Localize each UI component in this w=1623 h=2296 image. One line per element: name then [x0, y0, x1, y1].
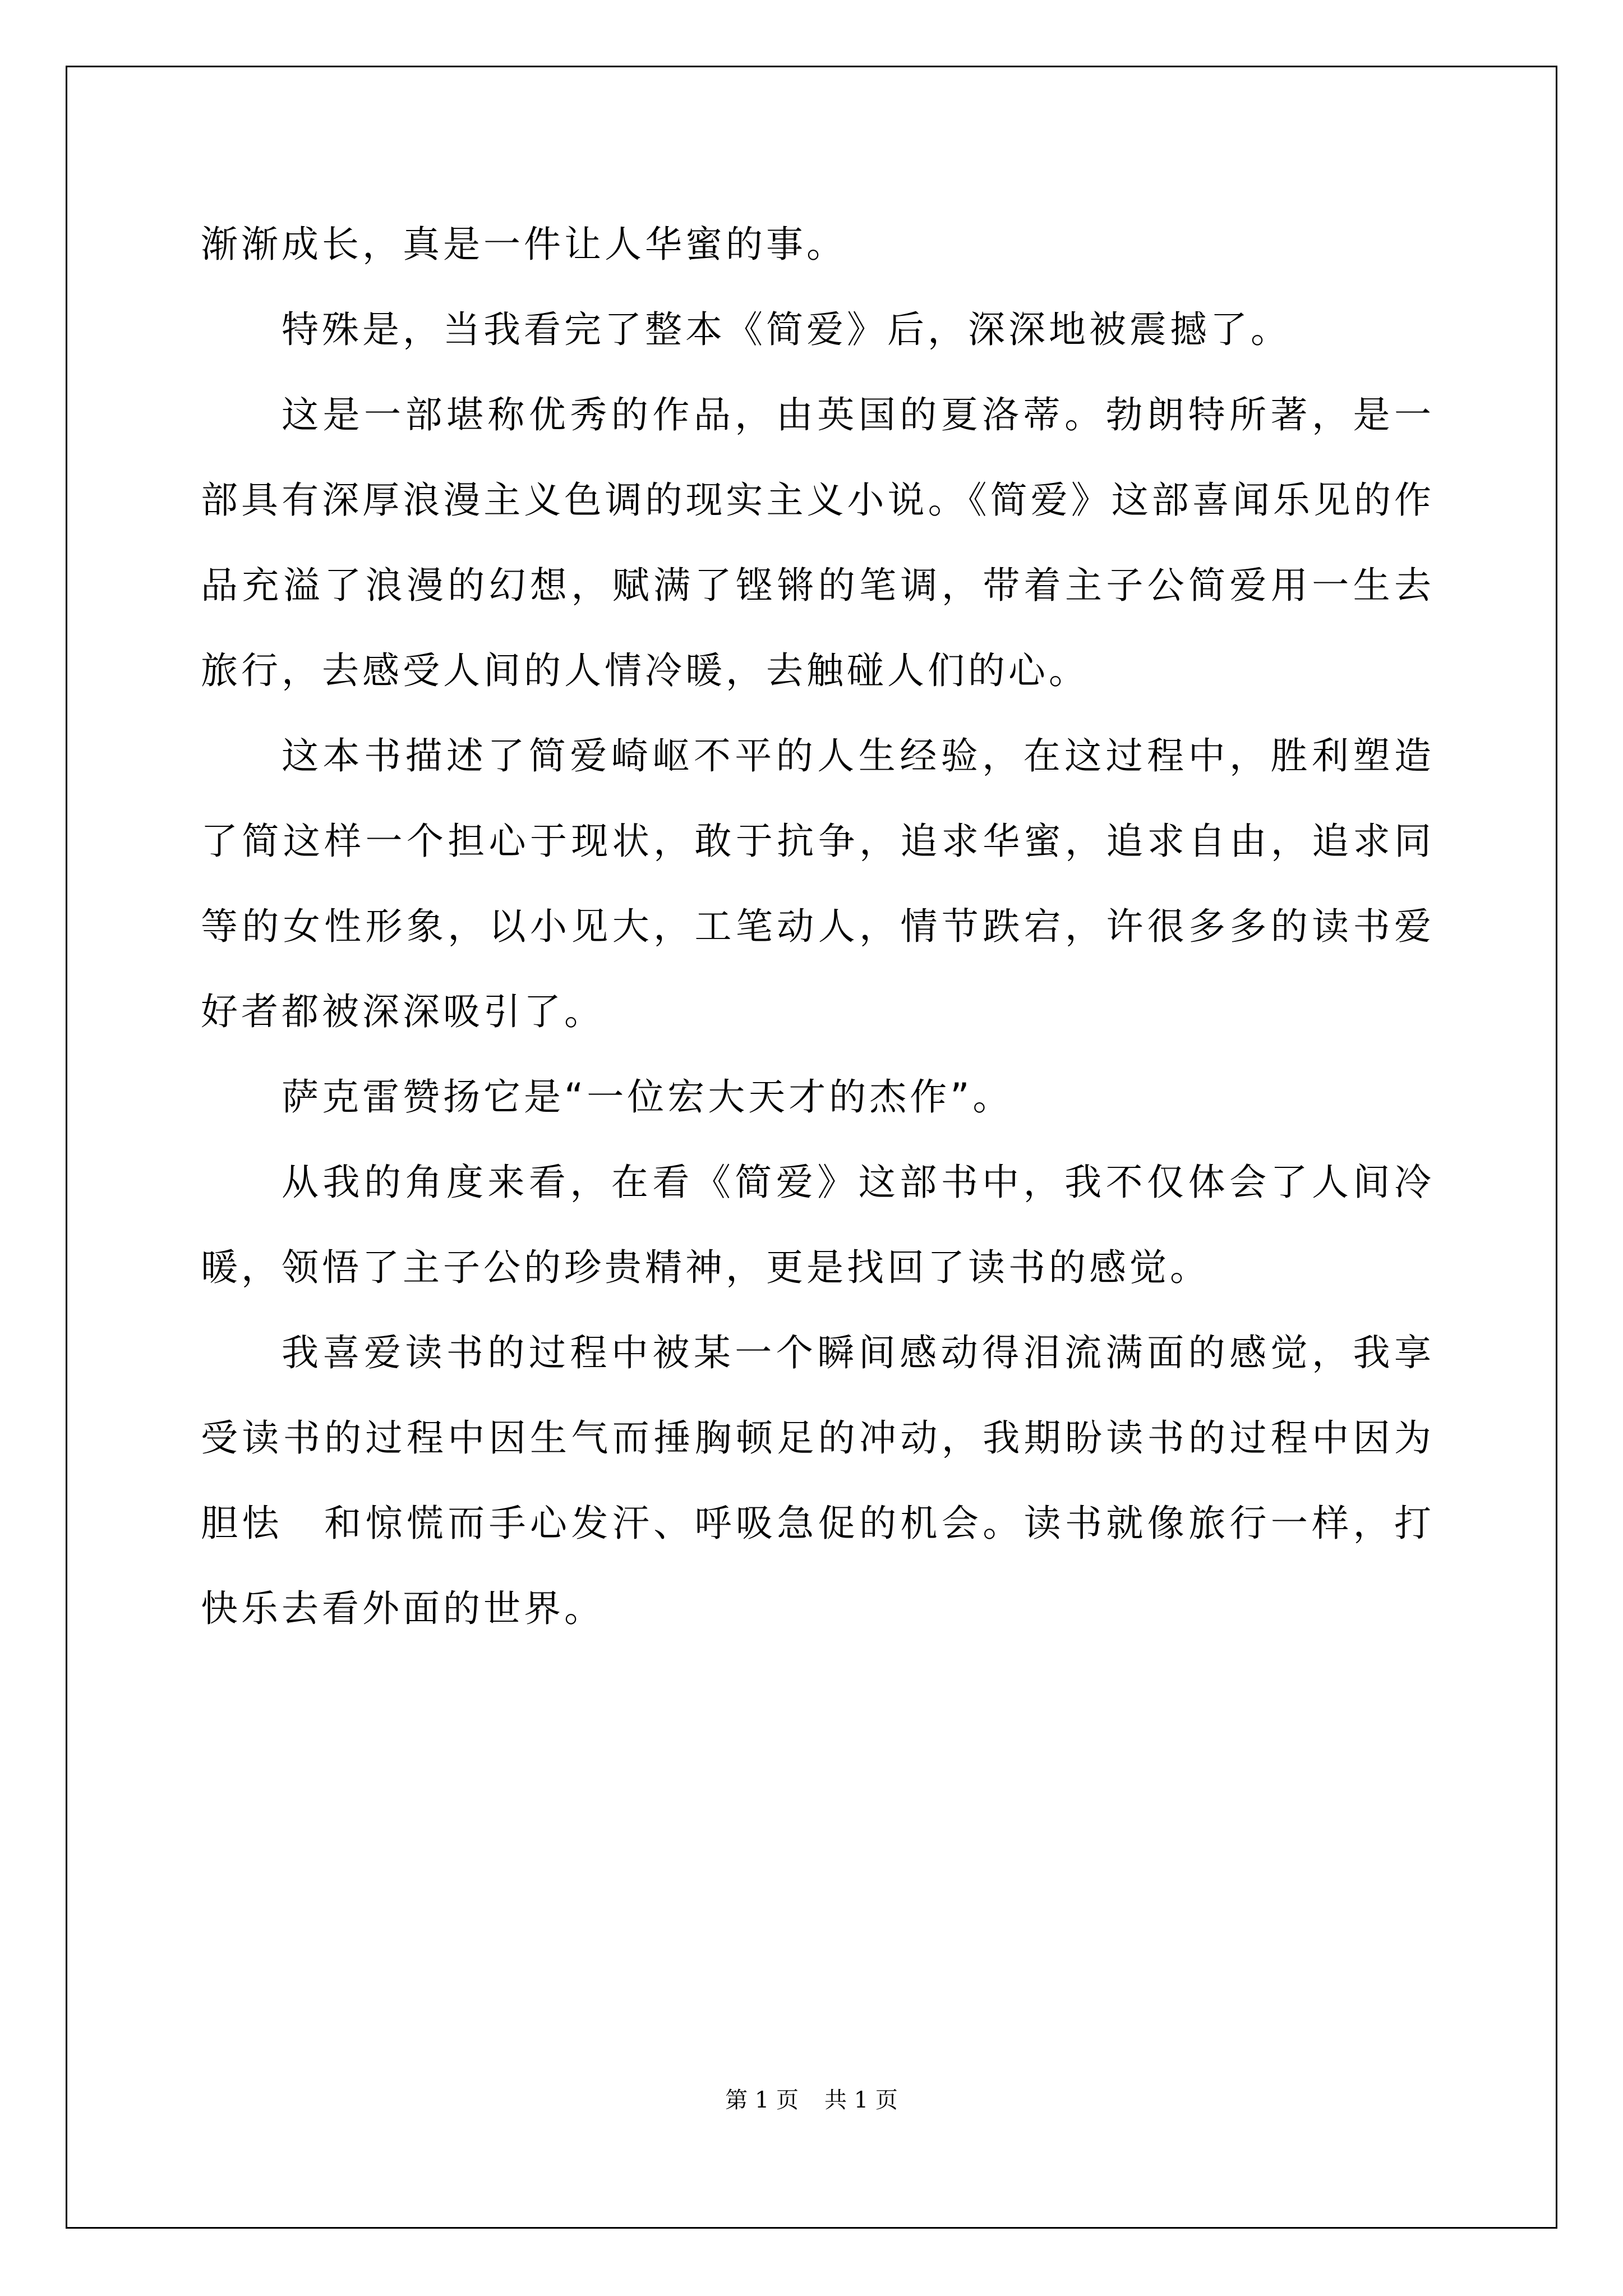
- page-number: 第 1 页: [725, 2087, 799, 2113]
- paragraph-6: 从我的角度来看，在看《简爱》这部书中，我不仅体会了人间冷暖，领悟了主子公的珍贵精神，更是找回了读书的感觉。: [201, 1161, 1435, 1289]
- document-body: [201, 202, 1435, 1651]
- paragraph-7: 我喜爱读书的过程中被某一个瞬间感动得泪流满面的感觉，我享受读书的过程中因生气而捶胸顿足的冲动，我期盼读书的过程中因为胆怯 和惊慌而手心发汗、呼吸急促的机会。读书就像旅行一样，打快乐去看外面的世界。: [201, 1331, 1435, 1630]
- page-total: 共 1 页: [824, 2087, 898, 2113]
- paragraph-4: 这本书描述了简爱崎岖不平的人生经验，在这过程中，胜利塑造了简这样一个担心于现状，敢于抗争，追求华蜜，追求自由，追求同等的女性形象，以小见大，工笔动人，情节跌宕，许很多多的读书爱好者都被深深吸引了。: [201, 734, 1435, 1033]
- paragraph-2: 特殊是，当我看完了整本《简爱》后，深深地被震撼了。: [282, 308, 1291, 351]
- paragraph-1: 渐渐成长，真是一件让人华蜜的事。: [201, 223, 847, 266]
- paragraph-5: 萨克雷赞扬它是“一位宏大天才的杰作”。: [282, 1075, 1013, 1119]
- page-footer: [0, 2082, 1623, 2114]
- paragraph-3: 这是一部堪称优秀的作品，由英国的夏洛蒂。勃朗特所著，是一部具有深厚浪漫主义色调的现实主义小说。《简爱》这部喜闻乐见的作品充溢了浪漫的幻想，赋满了铿锵的笔调，带着主子公简爱用一生去旅行，去感受人间的人情冷暖，去触碰人们的心。: [201, 393, 1435, 692]
